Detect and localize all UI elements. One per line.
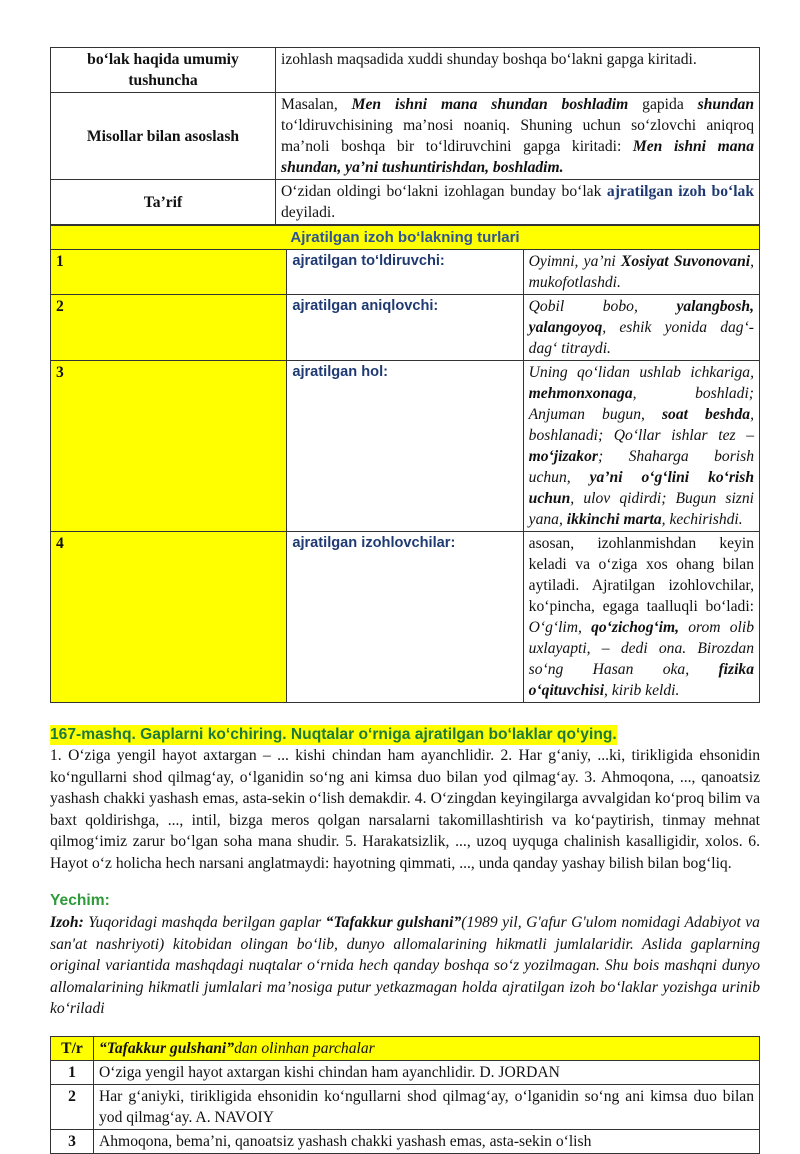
table-row (51, 250, 760, 295)
row-number: 3 (51, 361, 287, 532)
row-number: 2 (51, 1084, 94, 1129)
type-name: ajratilgan hol: (287, 361, 523, 532)
exercise-text: 1. O‘ziga yengil hayot axtargan – ... kishi chindan ham ayanchlidir. 2. Har g‘aniy, ...ki, tirikligida ehsonidin ko‘ngullarni shod qilmag‘ay, o‘lganidin so‘ng ani kimsa duo bilan yod qilmag‘ay. 3. Ahmoqona, ..., qanoatsiz yashash chakki yashash emas, asta-sekin o‘lish demakdir. 4. O‘zingdan keyingilarga avvalgidan ko‘proq bilim va baxt qoldirishga, ..., intil, bizga meros qolgan narsalarni takomillashtirish va ko‘paytirish, tinmay mehnat qilmog‘imiz zarur bo‘lgan soha mana shudir. 5. Harakatsizlik, ..., uzoq uyquga chalinish kasalligidir, xolos. 6. Hayot o‘z holicha hech narsani anglatmaydi: hayotning qimmati, ..., unda qanday yashay bilish bilan bog‘liq. (50, 747, 760, 872)
type-example: Oyimni, ya’ni Xosiyat Suvonovani, mukofotlashdi. (523, 250, 759, 295)
table-row (51, 1129, 760, 1153)
definition-table (50, 47, 760, 225)
column-header: T/r (51, 1036, 94, 1060)
table-row (51, 48, 760, 93)
column-header: “Tafakkur gulshani”dan olinhan parchalar (94, 1036, 760, 1060)
table-row (51, 1060, 760, 1084)
row-number: 3 (51, 1129, 94, 1153)
row-text: O‘zidan oldingi bo‘lakni izohlagan bunday bo‘lak ajratilgan izoh bo‘lak deyiladi. (276, 180, 760, 225)
table-row (51, 361, 760, 532)
type-example: asosan, izohlanmishdan keyin keladi va o‘ziga xos ohang bilan aytiladi. Ajratilgan izohlovchilar, ko‘pincha, egaga taalluqli bo‘ladi: O‘g‘lim, qo‘zichog‘im, orom olib uxlayapti, – dedi ona. Birozdan so‘ng Hasan oka, fizika o‘qituvchisi, kirib keldi. (523, 532, 759, 703)
solution-note: Izoh: Yuqoridagi mashqda berilgan gaplar “Tafakkur gulshani”(1989 yil, G'afur G'ulom nomidagi Adabiyot va san'at nashriyoti) kitobidan olingan bo‘lib, dunyo allomalarining hikmatli jumlalaridir. Aslida gaplarning original variantida mashqdagi nuqtalar o‘rnida hech qanday boshqa so‘z yozilmagan. Shu bois mashqni dunyo allomalarining hikmatli jumlalari ma’nosiga putur yetkazmagan holda ajratilgan izoh bo‘laklar yozishga urinib ko‘riladi (50, 914, 760, 1017)
type-name: ajratilgan aniqlovchi: (287, 295, 523, 361)
row-number: 1 (51, 1060, 94, 1084)
exercise-title: 167-mashq. Gaplarni ko‘chiring. Nuqtalar o‘rniga ajratilgan bo‘laklar qo‘ying. (50, 726, 617, 743)
type-example: Uning qo‘lidan ushlab ichkariga, mehmonxonaga, boshladi; Anjuman bugun, soat beshda, boshlanadi; Qo‘llar ishlar tez – mo‘jizakor; Shaharga borish uchun, ya’ni o‘g‘lini ko‘rish uchun, ulov qidirdi; Bugun sizni yana, ikkinchi marta, kechirishdi. (523, 361, 759, 532)
quote-text: Har g‘aniyki, tirikligida ehsonidin ko‘ngullarni shod qilmag‘ay, o‘lganidin so‘ng ani kimsa duo bilan yod qilmag‘ay. A. NAVOIY (94, 1084, 760, 1129)
row-number: 1 (51, 250, 287, 295)
type-name: ajratilgan to‘ldiruvchi: (287, 250, 523, 295)
page (50, 47, 760, 1154)
table-row (51, 295, 760, 361)
table-row (51, 1084, 760, 1129)
row-text: Masalan, Men ishni mana shundan boshladim gapida shundan to‘ldiruvchisining ma’nosi noaniq. Shuning uchun so‘zlovchi aniqroq ma’noli boshqa bir to‘ldiruvchini gapga kiritadi: Men ishni mana shundan, ya’ni tushuntirishdan, boshladim. (276, 93, 760, 180)
row-label: bo‘lak haqida umumiy tushuncha (51, 48, 276, 93)
table-header-row (51, 1036, 760, 1060)
row-label: Misollar bilan asoslash (51, 93, 276, 180)
quote-text: Ahmoqona, bema’ni, qanoatsiz yashash chakki yashash emas, asta-sekin o‘lish (94, 1129, 760, 1153)
table-row (51, 532, 760, 703)
solution-heading: Yechim: (50, 892, 110, 909)
row-text: izohlash maqsadida xuddi shunday boshqa bo‘lakni gapga kiritadi. (276, 48, 760, 93)
types-table (50, 225, 760, 703)
row-label: Ta’rif (51, 180, 276, 225)
row-number: 2 (51, 295, 287, 361)
quote-text: O‘ziga yengil hayot axtargan kishi chindan ham ayanchlidir. D. JORDAN (94, 1060, 760, 1084)
type-name: ajratilgan izohlovchilar: (287, 532, 523, 703)
table-row (51, 180, 760, 225)
row-number: 4 (51, 532, 287, 703)
type-example: Qobil bobo, yalangbosh, yalangoyoq, eshik yonida dag‘-dag‘ titraydi. (523, 295, 759, 361)
section-heading: Ajratilgan izoh bo‘lakning turlari (51, 226, 760, 250)
table-row (51, 93, 760, 180)
quotes-table (50, 1036, 760, 1154)
